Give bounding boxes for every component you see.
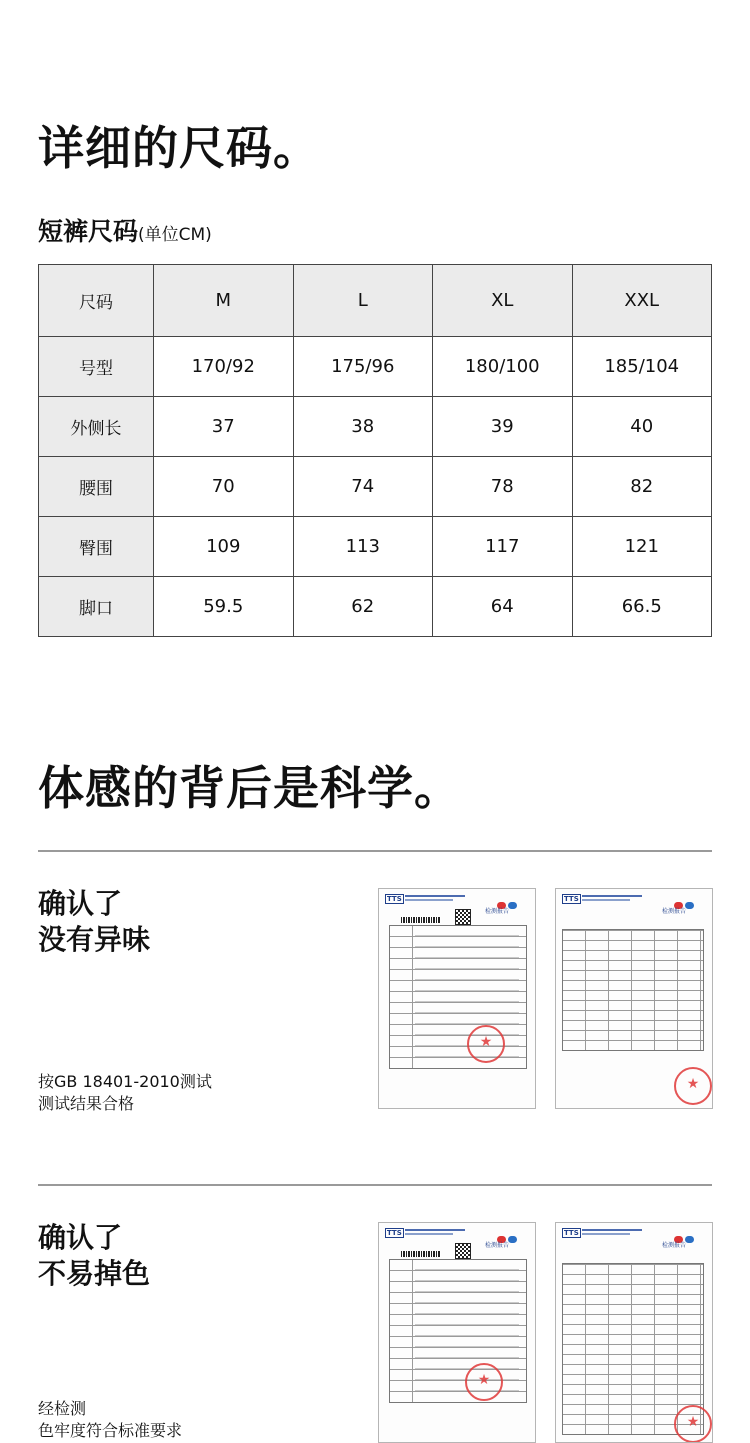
test-report-image [555, 1222, 713, 1443]
table-cell: 39 [433, 397, 573, 457]
table-cell: 70 [154, 457, 294, 517]
table-row [39, 517, 712, 577]
shorts-size-subtitle [38, 212, 212, 248]
table-row [39, 577, 712, 637]
row-label: 脚口 [39, 577, 154, 637]
row-label: 外侧长 [39, 397, 154, 457]
table-cell: 117 [433, 517, 573, 577]
divider [38, 1184, 712, 1186]
cert-title-line: 确认了 [38, 1221, 123, 1254]
divider [38, 850, 712, 852]
table-cell: 78 [433, 457, 573, 517]
table-cell: 59.5 [154, 577, 294, 637]
cert-title-line: 确认了 [38, 887, 123, 920]
table-cell: 40 [572, 397, 712, 457]
report-title: 检测报告 [661, 1242, 686, 1249]
test-report-image [555, 888, 713, 1109]
report-title: 检测报告 [484, 1242, 509, 1249]
table-cell: 62 [293, 577, 433, 637]
unit-label: (单位CM) [138, 225, 212, 245]
red-seal-stamp [674, 1067, 712, 1105]
table-cell: 180/100 [433, 337, 573, 397]
table-cell: 175/96 [293, 337, 433, 397]
table-row [39, 337, 712, 397]
table-row [39, 397, 712, 457]
cert-note-line: 测试结果合格 [38, 1094, 135, 1113]
barcode-icon [401, 1251, 441, 1257]
qr-code-icon [455, 909, 471, 925]
row-label: 号型 [39, 337, 154, 397]
table-cell: 82 [572, 457, 712, 517]
header-cell: XXL [572, 265, 712, 337]
cert-note-line: 按GB 18401-2010测试 [38, 1072, 212, 1091]
tts-logo: TTS [564, 895, 579, 903]
cert-title-line: 没有异味 [38, 923, 151, 956]
row-label: 腰围 [39, 457, 154, 517]
table-cell: 109 [154, 517, 294, 577]
table-cell: 37 [154, 397, 294, 457]
table-cell: 38 [293, 397, 433, 457]
report-title: 检测报告 [661, 908, 686, 915]
red-seal-stamp [674, 1405, 712, 1443]
size-table [38, 264, 712, 637]
table-cell: 64 [433, 577, 573, 637]
report-title: 检测报告 [484, 908, 509, 915]
table-cell: 66.5 [572, 577, 712, 637]
tts-logo: TTS [564, 1229, 579, 1237]
table-cell: 185/104 [572, 337, 712, 397]
header-cell: 尺码 [39, 265, 154, 337]
cert-color-note [38, 1398, 182, 1442]
barcode-icon [401, 917, 441, 923]
qr-code-icon [455, 1243, 471, 1259]
subtitle-text: 短裤尺码 [38, 217, 139, 246]
table-header-row [39, 265, 712, 337]
table-cell: 121 [572, 517, 712, 577]
test-report-image [378, 888, 536, 1109]
table-row [39, 457, 712, 517]
test-report-image [378, 1222, 536, 1443]
header-cell: L [293, 265, 433, 337]
red-seal-stamp [467, 1025, 505, 1063]
table-cell: 74 [293, 457, 433, 517]
tts-logo: TTS [387, 895, 402, 903]
cert-title-line: 不易掉色 [38, 1257, 151, 1290]
table-cell: 113 [293, 517, 433, 577]
header-cell: XL [433, 265, 573, 337]
row-label: 臀围 [39, 517, 154, 577]
tts-logo: TTS [387, 1229, 402, 1237]
cert-odor-note [38, 1071, 212, 1115]
cert-odor-title [38, 886, 150, 958]
table-cell: 170/92 [154, 337, 294, 397]
cert-note-line: 色牢度符合标准要求 [38, 1421, 183, 1440]
cert-color-title [38, 1220, 150, 1292]
science-section-title: 体感的背后是科学。 [38, 761, 461, 815]
red-seal-stamp [465, 1363, 503, 1401]
cert-note-line: 经检测 [38, 1399, 87, 1418]
size-section-title: 详细的尺码。 [38, 121, 320, 175]
header-cell: M [154, 265, 294, 337]
